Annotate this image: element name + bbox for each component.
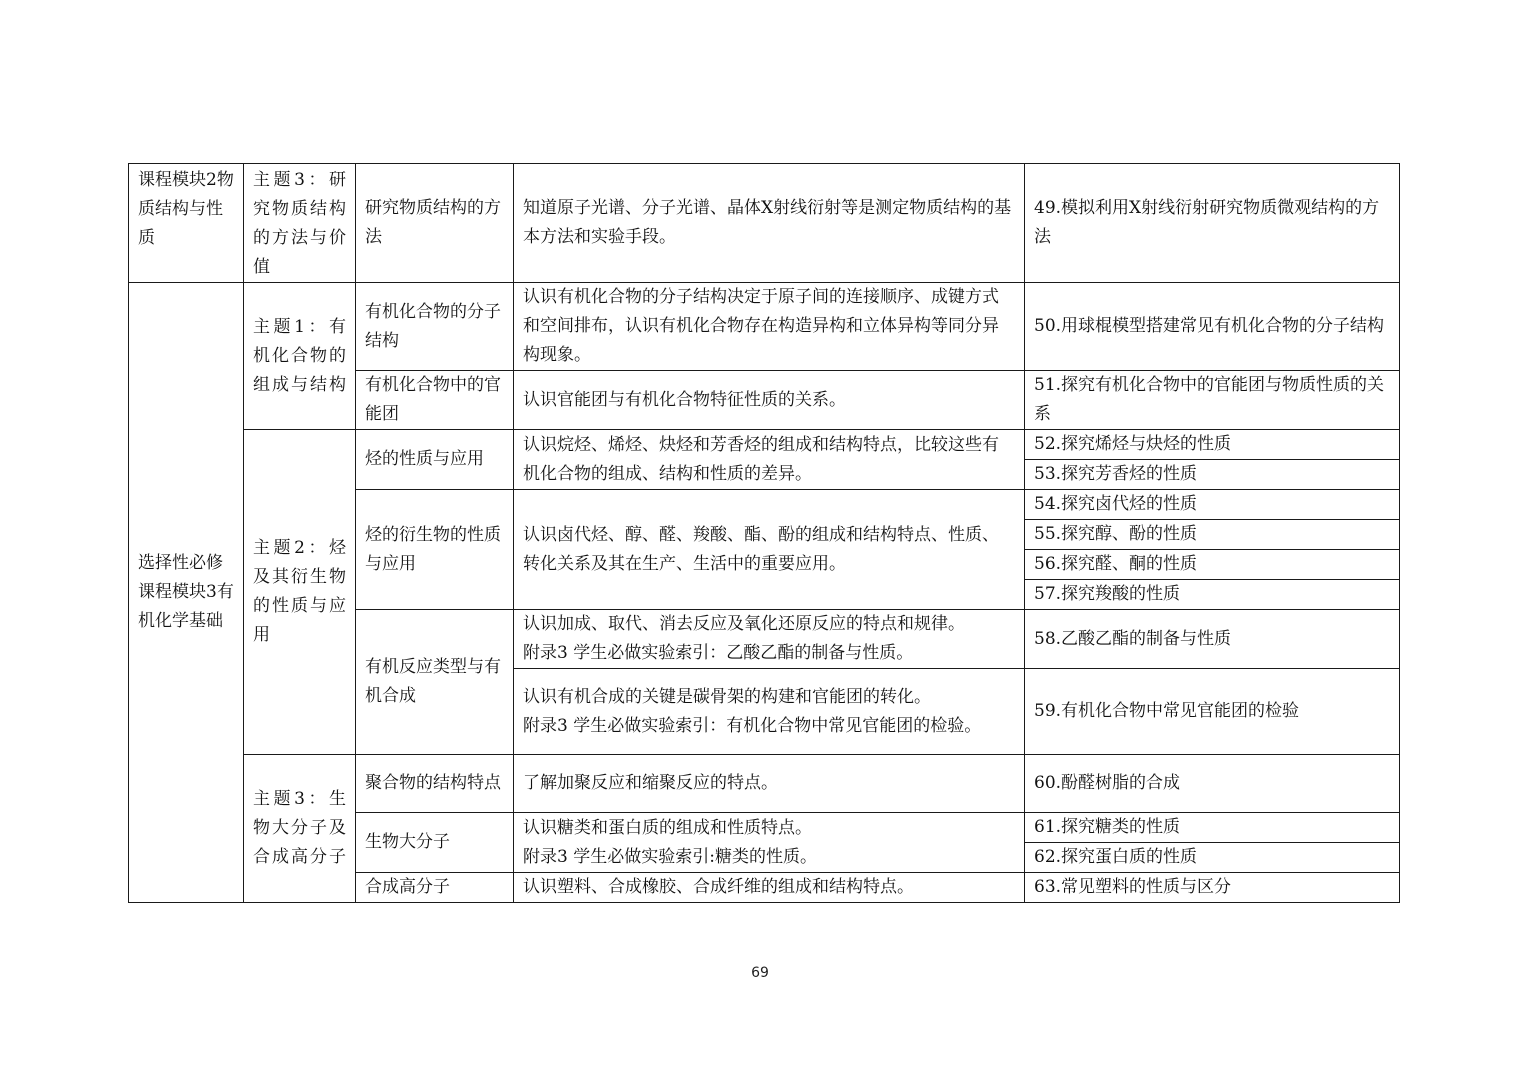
table-row <box>129 283 1400 371</box>
table-row <box>129 430 1400 460</box>
module-cell: 选择性必修课程模块3有机化学基础 <box>129 283 244 903</box>
module-cell: 课程模块2物质结构与性质 <box>129 164 244 283</box>
activity-cell: 62.探究蛋白质的性质 <box>1025 843 1400 873</box>
activity-cell: 50.用球棍模型搭建常见有机化合物的分子结构 <box>1025 283 1400 371</box>
content-cell: 烃的衍生物的性质与应用 <box>356 490 514 610</box>
activity-cell: 58.乙酸乙酯的制备与性质 <box>1025 610 1400 669</box>
curriculum-table <box>128 163 1400 903</box>
requirement-cell: 知道原子光谱、分子光谱、晶体X射线衍射等是测定物质结构的基本方法和实验手段。 <box>514 164 1025 283</box>
requirement-cell <box>514 669 1025 755</box>
content-cell: 合成高分子 <box>356 873 514 903</box>
topic-cell: 主题2：烃及其衍生物的性质与应用 <box>244 430 356 755</box>
requirement-cell: 认识卤代烃、醇、醛、羧酸、酯、酚的组成和结构特点、性质、转化关系及其在生产、生活中的重要应用。 <box>514 490 1025 610</box>
content-cell: 烃的性质与应用 <box>356 430 514 490</box>
topic-cell: 主题3：生物大分子及合成高分子 <box>244 755 356 903</box>
requirement-text: 认识有机合成的关键是碳骨架的构建和官能团的转化。 <box>523 686 931 707</box>
requirement-cell: 认识塑料、合成橡胶、合成纤维的组成和结构特点。 <box>514 873 1025 903</box>
activity-cell: 57.探究羧酸的性质 <box>1025 580 1400 610</box>
activity-cell: 52.探究烯烃与炔烃的性质 <box>1025 430 1400 460</box>
requirement-text: 认识糖类和蛋白质的组成和性质特点。 <box>523 817 812 838</box>
requirement-cell <box>514 610 1025 669</box>
content-cell: 生物大分子 <box>356 813 514 873</box>
requirement-cell: 认识官能团与有机化合物特征性质的关系。 <box>514 371 1025 430</box>
activity-cell: 53.探究芳香烃的性质 <box>1025 460 1400 490</box>
activity-cell: 54.探究卤代烃的性质 <box>1025 490 1400 520</box>
activity-cell: 56.探究醛、酮的性质 <box>1025 550 1400 580</box>
activity-cell: 55.探究醇、酚的性质 <box>1025 520 1400 550</box>
requirement-note: 附录3 学生必做实验索引：有机化合物中常见官能团的检验。 <box>523 715 982 736</box>
activity-cell: 49.模拟利用X射线衍射研究物质微观结构的方法 <box>1025 164 1400 283</box>
table-row <box>129 164 1400 283</box>
requirement-note: 附录3 学生必做实验索引：乙酸乙酯的制备与性质。 <box>523 643 914 663</box>
requirement-cell: 认识有机化合物的分子结构决定于原子间的连接顺序、成键方式和空间排布，认识有机化合物存在构造异构和立体异构等同分异构现象。 <box>514 283 1025 371</box>
topic-cell: 主题3：研究物质结构的方法与价值 <box>244 164 356 283</box>
requirement-cell: 认识烷烃、烯烃、炔烃和芳香烃的组成和结构特点，比较这些有机化合物的组成、结构和性质的差异。 <box>514 430 1025 490</box>
activity-cell: 60.酚醛树脂的合成 <box>1025 755 1400 813</box>
table-row <box>129 755 1400 813</box>
content-cell: 有机化合物的分子结构 <box>356 283 514 371</box>
activity-cell: 51.探究有机化合物中的官能团与物质性质的关系 <box>1025 371 1400 430</box>
content-cell: 聚合物的结构特点 <box>356 755 514 813</box>
content-cell: 有机反应类型与有机合成 <box>356 610 514 755</box>
activity-cell: 61.探究糖类的性质 <box>1025 813 1400 843</box>
activity-cell: 63.常见塑料的性质与区分 <box>1025 873 1400 903</box>
page-number: 69 <box>751 965 769 981</box>
requirement-note: 附录3 学生必做实验索引:糖类的性质。 <box>523 846 817 867</box>
activity-cell: 59.有机化合物中常见官能团的检验 <box>1025 669 1400 755</box>
content-cell: 研究物质结构的方法 <box>356 164 514 283</box>
topic-cell: 主题1：有机化合物的组成与结构 <box>244 283 356 430</box>
requirement-cell: 了解加聚反应和缩聚反应的特点。 <box>514 755 1025 813</box>
requirement-text: 认识加成、取代、消去反应及氧化还原反应的特点和规律。 <box>523 614 965 634</box>
content-cell: 有机化合物中的官能团 <box>356 371 514 430</box>
requirement-cell <box>514 813 1025 873</box>
